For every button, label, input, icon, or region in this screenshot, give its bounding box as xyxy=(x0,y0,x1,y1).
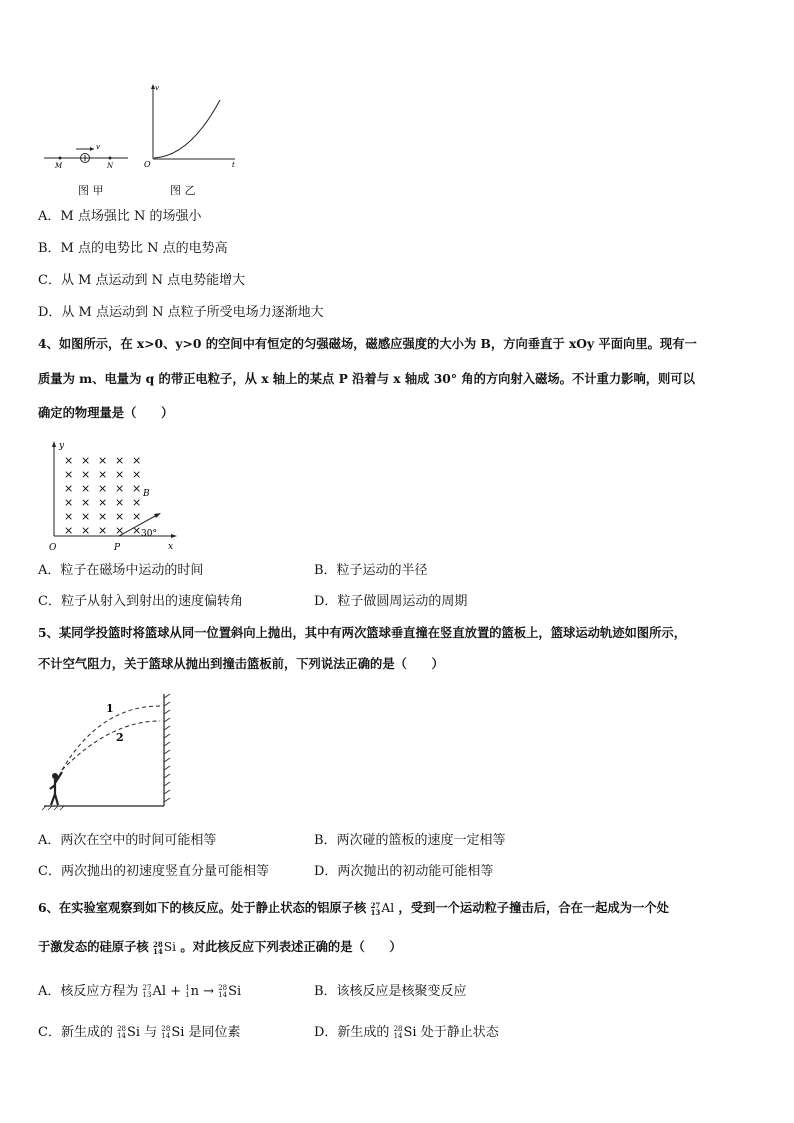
q6-option-b[interactable]: B．该核反应是核聚变反应 xyxy=(314,984,467,999)
origin-label: O xyxy=(144,160,151,169)
field-cross-mark: × xyxy=(64,468,74,481)
field-cross-mark: × xyxy=(115,524,125,537)
axis-x-label: x xyxy=(168,542,174,552)
field-cross-mark: × xyxy=(81,468,91,481)
field-cross-mark: × xyxy=(81,524,91,537)
field-cross-mark: × xyxy=(64,496,74,509)
label-v-arrow: v xyxy=(96,143,100,151)
nuclide-si-sup-sub: 28 14 xyxy=(152,939,163,956)
label-M: M xyxy=(55,162,63,170)
field-cross-mark: × xyxy=(115,482,125,495)
figure-q5-svg xyxy=(40,688,180,813)
q4-option-c[interactable]: C．粒子从射入到射出的速度偏转角 xyxy=(38,594,243,609)
field-cross-mark: × xyxy=(132,482,142,495)
q3-option-b[interactable]: B．M 点的电势比 N 点的电势高 xyxy=(38,241,228,256)
field-cross-mark: × xyxy=(98,524,108,537)
q6-stem-line2 xyxy=(38,939,402,955)
q5-stem-line2: 不计空气阻力，关于篮球从抛出到撞击篮板前，下列说法正确的是（ ） xyxy=(38,656,444,671)
q6-option-d[interactable]: D．新生成的 28 14 Si 处于静止状态 xyxy=(314,1024,499,1040)
field-cross-mark: × xyxy=(64,482,74,495)
axis-t-label: t xyxy=(232,161,235,169)
field-cross-mark: × xyxy=(64,524,74,537)
angle-label: 30° xyxy=(141,529,157,539)
nuclide-al-symbol: Al xyxy=(381,901,395,915)
figure-q3 xyxy=(40,78,250,198)
label-N: N xyxy=(107,162,114,170)
point-P-label: P xyxy=(114,543,121,553)
field-cross-mark: × xyxy=(115,510,125,523)
field-cross-mark: × xyxy=(115,496,125,509)
field-cross-mark: × xyxy=(81,496,91,509)
field-cross-mark: × xyxy=(81,510,91,523)
figure-q4-svg xyxy=(44,436,184,556)
field-cross-mark: × xyxy=(132,454,142,467)
path-2-label: 2 xyxy=(116,731,124,744)
q6-option-c[interactable]: C．新生成的 28 14 Si 与 28 14 Si 是同位素 xyxy=(38,1024,241,1040)
field-cross-mark: × xyxy=(81,482,91,495)
field-cross-mark: × xyxy=(98,510,108,523)
q3-option-a[interactable]: A．M 点场强比 N 的场强小 xyxy=(38,209,202,224)
q5-option-a[interactable]: A．两次在空中的时间可能相等 xyxy=(38,833,217,848)
field-cross-mark: × xyxy=(81,454,91,467)
field-cross-mark: × xyxy=(98,454,108,467)
origin-O-label: O xyxy=(49,543,57,553)
nuclide-al-sup-sub: 27 13 xyxy=(370,900,381,917)
figure-q3-svg xyxy=(40,78,250,198)
q3-option-c[interactable]: C．从 M 点运动到 N 点电势能增大 xyxy=(38,273,246,288)
q6-stem-line2-a: 于激发态的硅原子核 xyxy=(38,939,149,954)
q5-option-d[interactable]: D．两次抛出的初动能可能相等 xyxy=(314,864,494,879)
q4-stem-line2: 质量为 m、电量为 q 的带正电粒子，从 x 轴上的某点 P 沿着与 x 轴成 30° 角的方向射入磁场。不计重力影响，则可以 xyxy=(38,371,695,386)
q4-option-d[interactable]: D．粒子做圆周运动的周期 xyxy=(314,594,468,609)
figure-q5 xyxy=(40,688,180,813)
path-1-label: 1 xyxy=(106,702,114,715)
q4-stem-line1: 4、如图所示，在 x>0、y>0 的空间中有恒定的匀强磁场，磁感应强度的大小为 B，方向垂直于 xOy 平面向里。现有一 xyxy=(38,336,697,351)
field-cross-mark: × xyxy=(98,468,108,481)
q3-option-d[interactable]: D．从 M 点运动到 N 点粒子所受电场力逐渐地大 xyxy=(38,305,324,320)
q5-stem-line1: 5、某同学投篮时将篮球从同一位置斜向上抛出，其中有两次篮球垂直撞在竖直放置的篮板上，篮球运动轨迹如图所示， xyxy=(38,625,686,640)
q6-stem-line1-b: ，受到一个运动粒子撞击后，合在一起成为一个处 xyxy=(398,900,669,915)
q6-stem-line1 xyxy=(38,900,669,916)
q6-option-a-prefix: A．核反应方程为 xyxy=(38,984,139,999)
field-cross-mark: × xyxy=(98,482,108,495)
axis-y-label: y xyxy=(59,441,65,451)
field-cross-mark: × xyxy=(64,510,74,523)
q4-option-b[interactable]: B．粒子运动的半径 xyxy=(314,563,428,578)
q6-stem-line2-b: 。对此核反应下列表述正确的是（ ） xyxy=(180,939,402,954)
q4-option-a[interactable]: A．粒子在磁场中运动的时间 xyxy=(38,563,204,578)
nuclide-si-symbol: Si xyxy=(163,940,177,954)
q6-stem-line1-a: 6、在实验室观察到如下的核反应。处于静止状态的铝原子核 xyxy=(38,900,367,915)
caption-fig-yi: 图 乙 xyxy=(170,184,196,197)
field-cross-mark: × xyxy=(132,524,142,537)
field-cross-mark: × xyxy=(132,496,142,509)
q6-option-a[interactable]: A．核反应方程为 27 13 Al + 1 1 n → 28 14 Si xyxy=(38,983,242,999)
field-cross-mark: × xyxy=(132,510,142,523)
q5-option-c[interactable]: C．两次抛出的初速度竖直分量可能相等 xyxy=(38,864,269,879)
caption-fig-jia: 图 甲 xyxy=(78,184,104,197)
field-cross-mark: × xyxy=(132,468,142,481)
field-B-label: B xyxy=(143,489,150,499)
figure-q4 xyxy=(44,436,184,556)
q4-stem-line3: 确定的物理量是（ ） xyxy=(38,405,174,420)
field-cross-mark: × xyxy=(98,496,108,509)
field-cross-mark: × xyxy=(115,468,125,481)
field-cross-mark: × xyxy=(64,454,74,467)
axis-v-label: v xyxy=(155,84,159,92)
field-cross-mark: × xyxy=(115,454,125,467)
q5-option-b[interactable]: B．两次碰的篮板的速度一定相等 xyxy=(314,833,506,848)
